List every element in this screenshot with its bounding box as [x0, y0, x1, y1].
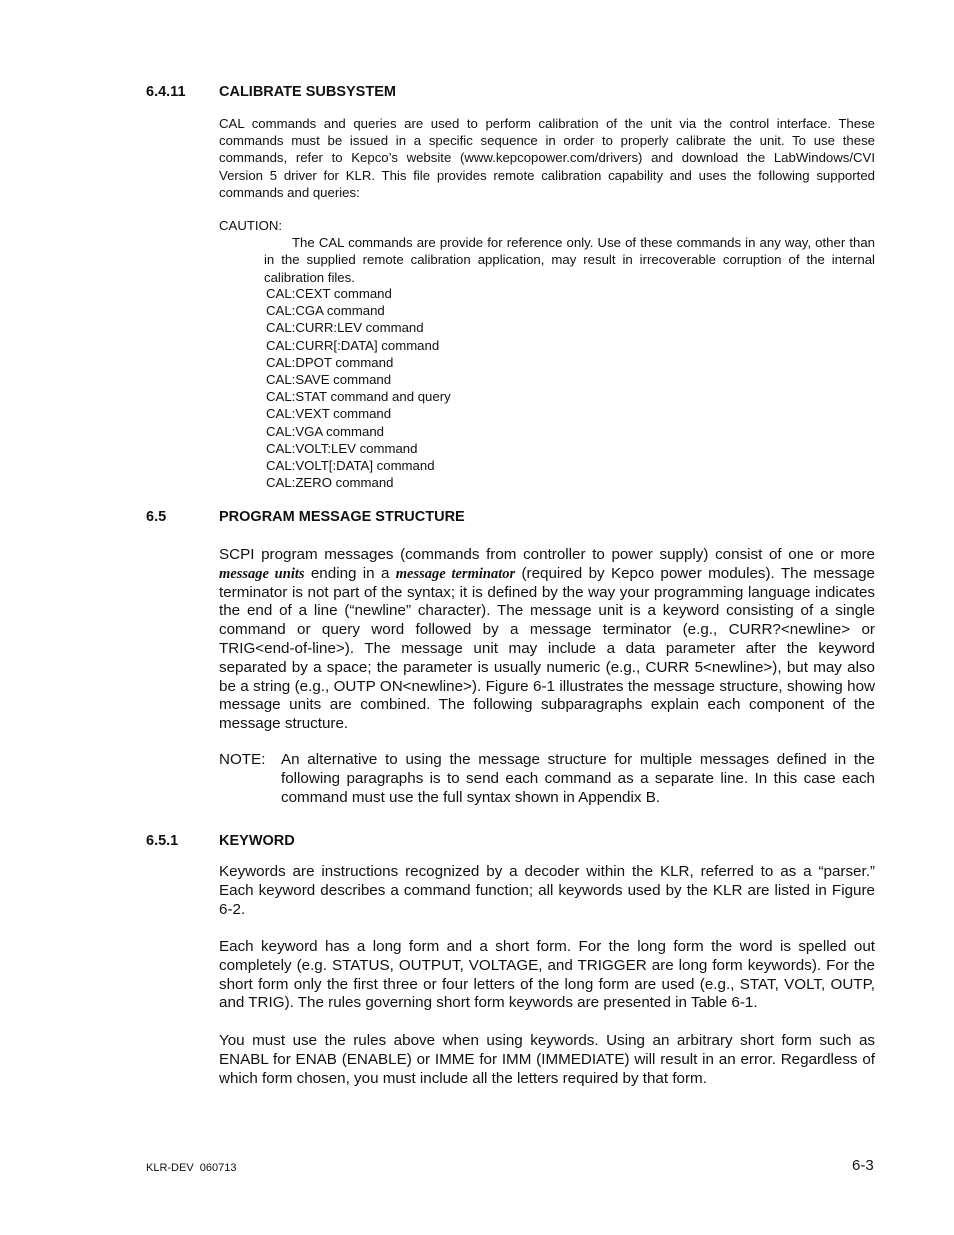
- list-item: CAL:ZERO command: [266, 475, 394, 491]
- keyword-paragraph-3: You must use the rules above when using keywords. Using an arbitrary short form such as ENABL for ENAB (ENABLE) or IMME for IMM (IMMEDIATE) will result in an error. Regardless of which form chosen, you must include all the letters required by that form.: [219, 1032, 875, 1087]
- section-number-6-4-11: 6.4.11: [146, 84, 186, 100]
- keyword-paragraph-1: Keywords are instructions recognized by a decoder within the KLR, referred to as a “parser.” Each keyword describes a command function; all keywords used by the KLR are listed in Figure 6-2.: [219, 863, 875, 918]
- list-item: CAL:VOLT:LEV command: [266, 440, 418, 456]
- list-item: CAL:VEXT command: [266, 406, 392, 422]
- note-label: NOTE:: [219, 751, 266, 768]
- footer-page-number: 6-3: [852, 1157, 874, 1174]
- keyword-paragraph-2: Each keyword has a long form and a short form. For the long form the word is spelled out completely (e.g. STATUS, OUTPUT, VOLTAGE, and TRIGGER are long form keywords). For the short form only the first three or four letters of the long form are used (e.g., STAT, VOLT, OUTP, and TRIG). The rules governing short form keywords are presented in Table 6-1.: [219, 938, 875, 1012]
- section-title-keyword: KEYWORD: [219, 833, 295, 849]
- caution-text-content: The CAL commands are provide for reference only. Use of these commands in any way, other than in the supplied remote calibration application, may result in irrecoverable corruption of the internal calibration files.: [264, 235, 875, 285]
- list-item: CAL:VOLT[:DATA] command: [266, 458, 435, 474]
- caution-text: [264, 217, 875, 286]
- caution-label: CAUTION:: [219, 218, 283, 233]
- section-title-program-message-structure: PROGRAM MESSAGE STRUCTURE: [219, 509, 465, 525]
- text-run: SCPI program messages (commands from controller to power supply) consist of one or more: [219, 546, 875, 563]
- list-item: CAL:CURR:LEV command: [266, 320, 424, 336]
- text-run: ending in a: [304, 564, 396, 582]
- list-item: CAL:STAT command and query: [266, 389, 451, 405]
- list-item: CAL:VGA command: [266, 423, 385, 439]
- section-title-calibrate-subsystem: CALIBRATE SUBSYSTEM: [219, 84, 396, 100]
- note-block: [219, 751, 875, 807]
- term-message-units: message units: [219, 565, 305, 582]
- list-item: CAL:CGA command: [266, 303, 385, 319]
- cal-command-list: [266, 285, 451, 491]
- list-item: CAL:SAVE command: [266, 372, 392, 388]
- list-item: CAL:CEXT command: [266, 286, 392, 301]
- program-message-paragraph: [219, 546, 875, 734]
- term-message-terminator: message terminator: [395, 565, 516, 582]
- list-item: CAL:DPOT command: [266, 354, 394, 370]
- text-run: (required by Kepco power modules). The message terminator is not part of the syntax; it is defined by the way your programming language indicates the end of a line (“newline” character). The message unit is a keyword consisting of a single command or query word followed by a message terminator (e.g., CURR?<newline> or TRIG<end-of-line>). The message unit may include a data parameter after the keyword separated by a space; the parameter is usually numeric (e.g., CURR 5<newline>), but may also be a string (e.g., OUTP ON<newline>). Figure 6-1 illustrates the message structure, showing how message units are combined. The following subparagraphs explain each component of the message structure.: [219, 564, 875, 733]
- footer-doc-id: KLR-DEV 060713: [146, 1162, 237, 1174]
- section-number-6-5-1: 6.5.1: [146, 833, 179, 849]
- calibrate-intro-paragraph: CAL commands and queries are used to perform calibration of the unit via the control interface. These commands must be issued in a specific sequence in order to properly calibrate the unit. To use these commands, refer to Kepco’s website (www.kepcopower.com/drivers) and download the LabWindows/CVI Version 5 driver for KLR. This file provides remote calibration capability and uses the following supported commands and queries:: [219, 116, 875, 200]
- section-number-6-5: 6.5: [146, 509, 167, 525]
- note-text: An alternative to using the message structure for multiple messages defined in the following paragraphs is to send each command as a separate line. In this case each command must use the full syntax shown in Appendix B.: [281, 751, 875, 806]
- list-item: CAL:CURR[:DATA] command: [266, 337, 440, 353]
